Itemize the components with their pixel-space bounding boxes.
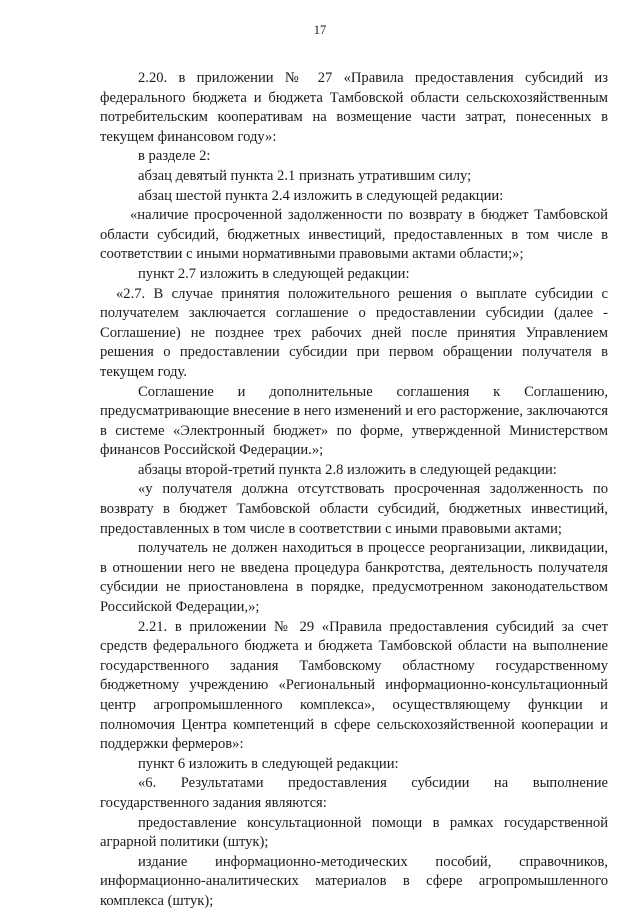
paragraph-2-8-quote-2: получатель не должен находиться в процессе реорганизации, ликвидации, в отношении него не введена процедура банкротства, деятельность получателя субсидии не приостановлена в порядке, предусмотренном законодательством Российской Федерации,»;: [100, 540, 608, 616]
paragraph-2-21: 2.21. в приложении № 29 «Правила предоставления субсидий за счет средств федерального бюджета и бюджета Тамбовской области на выполнение государственного задания Тамбовскому областному государственному бюджетному учреждению «Региональный информационно-консультационный центр агропромышленного комплекса», осуществляющему функции и полномочия Центра компетенций в сфере сельскохозяйственной кооперации и поддержки фермеров»:: [100, 618, 608, 753]
paragraph-section-2: в разделе 2:: [138, 148, 211, 165]
paragraph-2-8-intro: абзацы второй-третий пункта 2.8 изложить в следующей редакции:: [138, 461, 557, 478]
paragraph-2-8-quote-1: «у получателя должна отсутствовать просроченная задолженность по возврату в бюджет Тамбовской области субсидий, бюджетных инвестиций, предоставленных в том числе в соответствии с иными правовыми актами;: [100, 481, 608, 537]
document-body: [100, 69, 608, 912]
paragraph-6-intro: пункт 6 изложить в следующей редакции:: [138, 755, 399, 772]
page-number: 17: [313, 23, 327, 37]
paragraph-6-quote: «6. Результатами предоставления субсидии на выполнение государственного задания являются:: [100, 775, 608, 811]
paragraph-agreement: Соглашение и дополнительные соглашения к Соглашению, предусматривающие внесение в него изменений и его расторжение, заключаются в системе «Электронный бюджет» по форме, утвержденной Министерством финансов Российской Федерации.»;: [100, 383, 608, 459]
paragraph-consulting: предоставление консультационной помощи в рамках государственной аграрной политики (штук);: [100, 814, 608, 851]
paragraph-publishing: издание информационно-методических пособий, справочников, информационно-аналитических материалов в сфере агропромышленного комплекса (штук);: [100, 853, 608, 909]
paragraph-2-7-intro: пункт 2.7 изложить в следующей редакции:: [138, 265, 410, 282]
paragraph-2-1-repeal: абзац девятый пункта 2.1 признать утратившим силу;: [138, 167, 472, 184]
paragraph-2-20: 2.20. в приложении № 27 «Правила предоставления субсидий из федерального бюджета и бюджета Тамбовской области сельскохозяйственным потребительским кооперативам на возмещение части затрат, понесенных в текущем финансовом году»:: [100, 70, 608, 145]
paragraph-2-4-intro: абзац шестой пункта 2.4 изложить в следующей редакции:: [138, 187, 504, 204]
paragraph-2-4-quote: «наличие просроченной задолженности по возврату в бюджет Тамбовской области субсидий, бюджетных инвестиций, предоставленных в том числе в соответствии с иными нормативными правовыми актами области;»;: [100, 207, 608, 263]
paragraph-2-7-quote: «2.7. В случае принятия положительного решения о выплате субсидии с получателем заключается соглашение о предоставлении субсидии (далее - Соглашение) не позднее трех рабочих дней после принятия Управлением решения о предоставлении субсидии при первом обращении получателя в текущем году.: [100, 285, 608, 380]
